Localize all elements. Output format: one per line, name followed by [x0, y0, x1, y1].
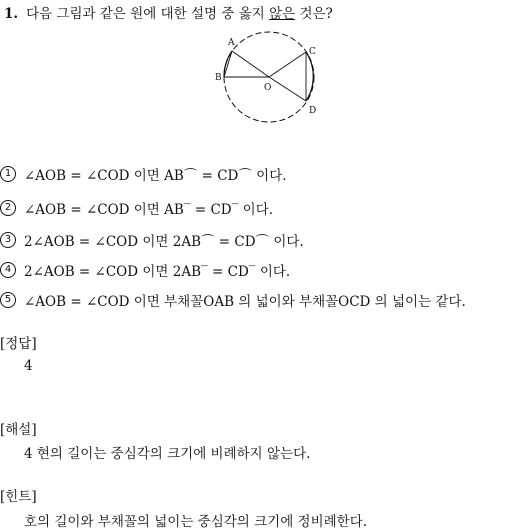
radius-od — [269, 77, 306, 101]
option-1[interactable] — [0, 164, 287, 184]
option-5[interactable] — [0, 290, 466, 310]
option-2-mark: 2 — [0, 200, 16, 216]
circle-figure — [212, 28, 327, 128]
arc-cd — [306, 52, 313, 101]
explanation-label: [해설] — [0, 422, 37, 438]
label-d: D — [309, 106, 317, 116]
question-text-before: 다음 그림과 같은 원에 대한 설명 중 옳지 — [26, 6, 270, 22]
explanation-text: 4 현의 길이는 중심각의 크기에 비례하지 않는다. — [24, 446, 311, 462]
option-3-mark: 3 — [0, 232, 16, 248]
radius-oa — [232, 51, 269, 77]
label-o: O — [264, 83, 272, 93]
answer-label: [정답] — [0, 336, 37, 352]
circle-diagram — [212, 28, 327, 128]
option-4-text: 2∠AOB = ∠COD 이면 2AB‾ = CD‾ 이다. — [24, 264, 291, 280]
option-2-text: ∠AOB = ∠COD 이면 AB‾ = CD‾ 이다. — [24, 202, 274, 218]
option-2[interactable] — [0, 198, 273, 218]
label-b: B — [215, 73, 222, 83]
label-a: A — [228, 38, 235, 48]
option-1-text: ∠AOB = ∠COD 이면 AB⌒ = CD⌒ 이다. — [24, 168, 287, 184]
label-c: C — [309, 47, 316, 57]
hint-text: 호의 길이와 부채꼴의 넓이는 중심각의 크기에 정비례한다. — [24, 514, 368, 530]
option-3[interactable] — [0, 230, 304, 250]
option-5-text: ∠AOB = ∠COD 이면 부채꼴OAB 의 넓이와 부채꼴OCD 의 넓이는 같다. — [24, 294, 466, 310]
hint-label: [힌트] — [0, 489, 37, 505]
option-3-text: 2∠AOB = ∠COD 이면 2AB⌒ = CD⌒ 이다. — [24, 234, 304, 250]
question-text-after: 것은? — [295, 6, 333, 22]
option-5-mark: 5 — [0, 292, 16, 308]
answer-value: 4 — [24, 358, 33, 374]
option-1-mark: 1 — [0, 166, 16, 182]
question-number: 1. — [4, 6, 19, 22]
question-underlined-word: 않은 — [269, 6, 296, 22]
question-header — [4, 2, 333, 22]
radius-oc — [269, 52, 306, 77]
option-4-mark: 4 — [0, 262, 16, 278]
option-4[interactable] — [0, 260, 290, 280]
